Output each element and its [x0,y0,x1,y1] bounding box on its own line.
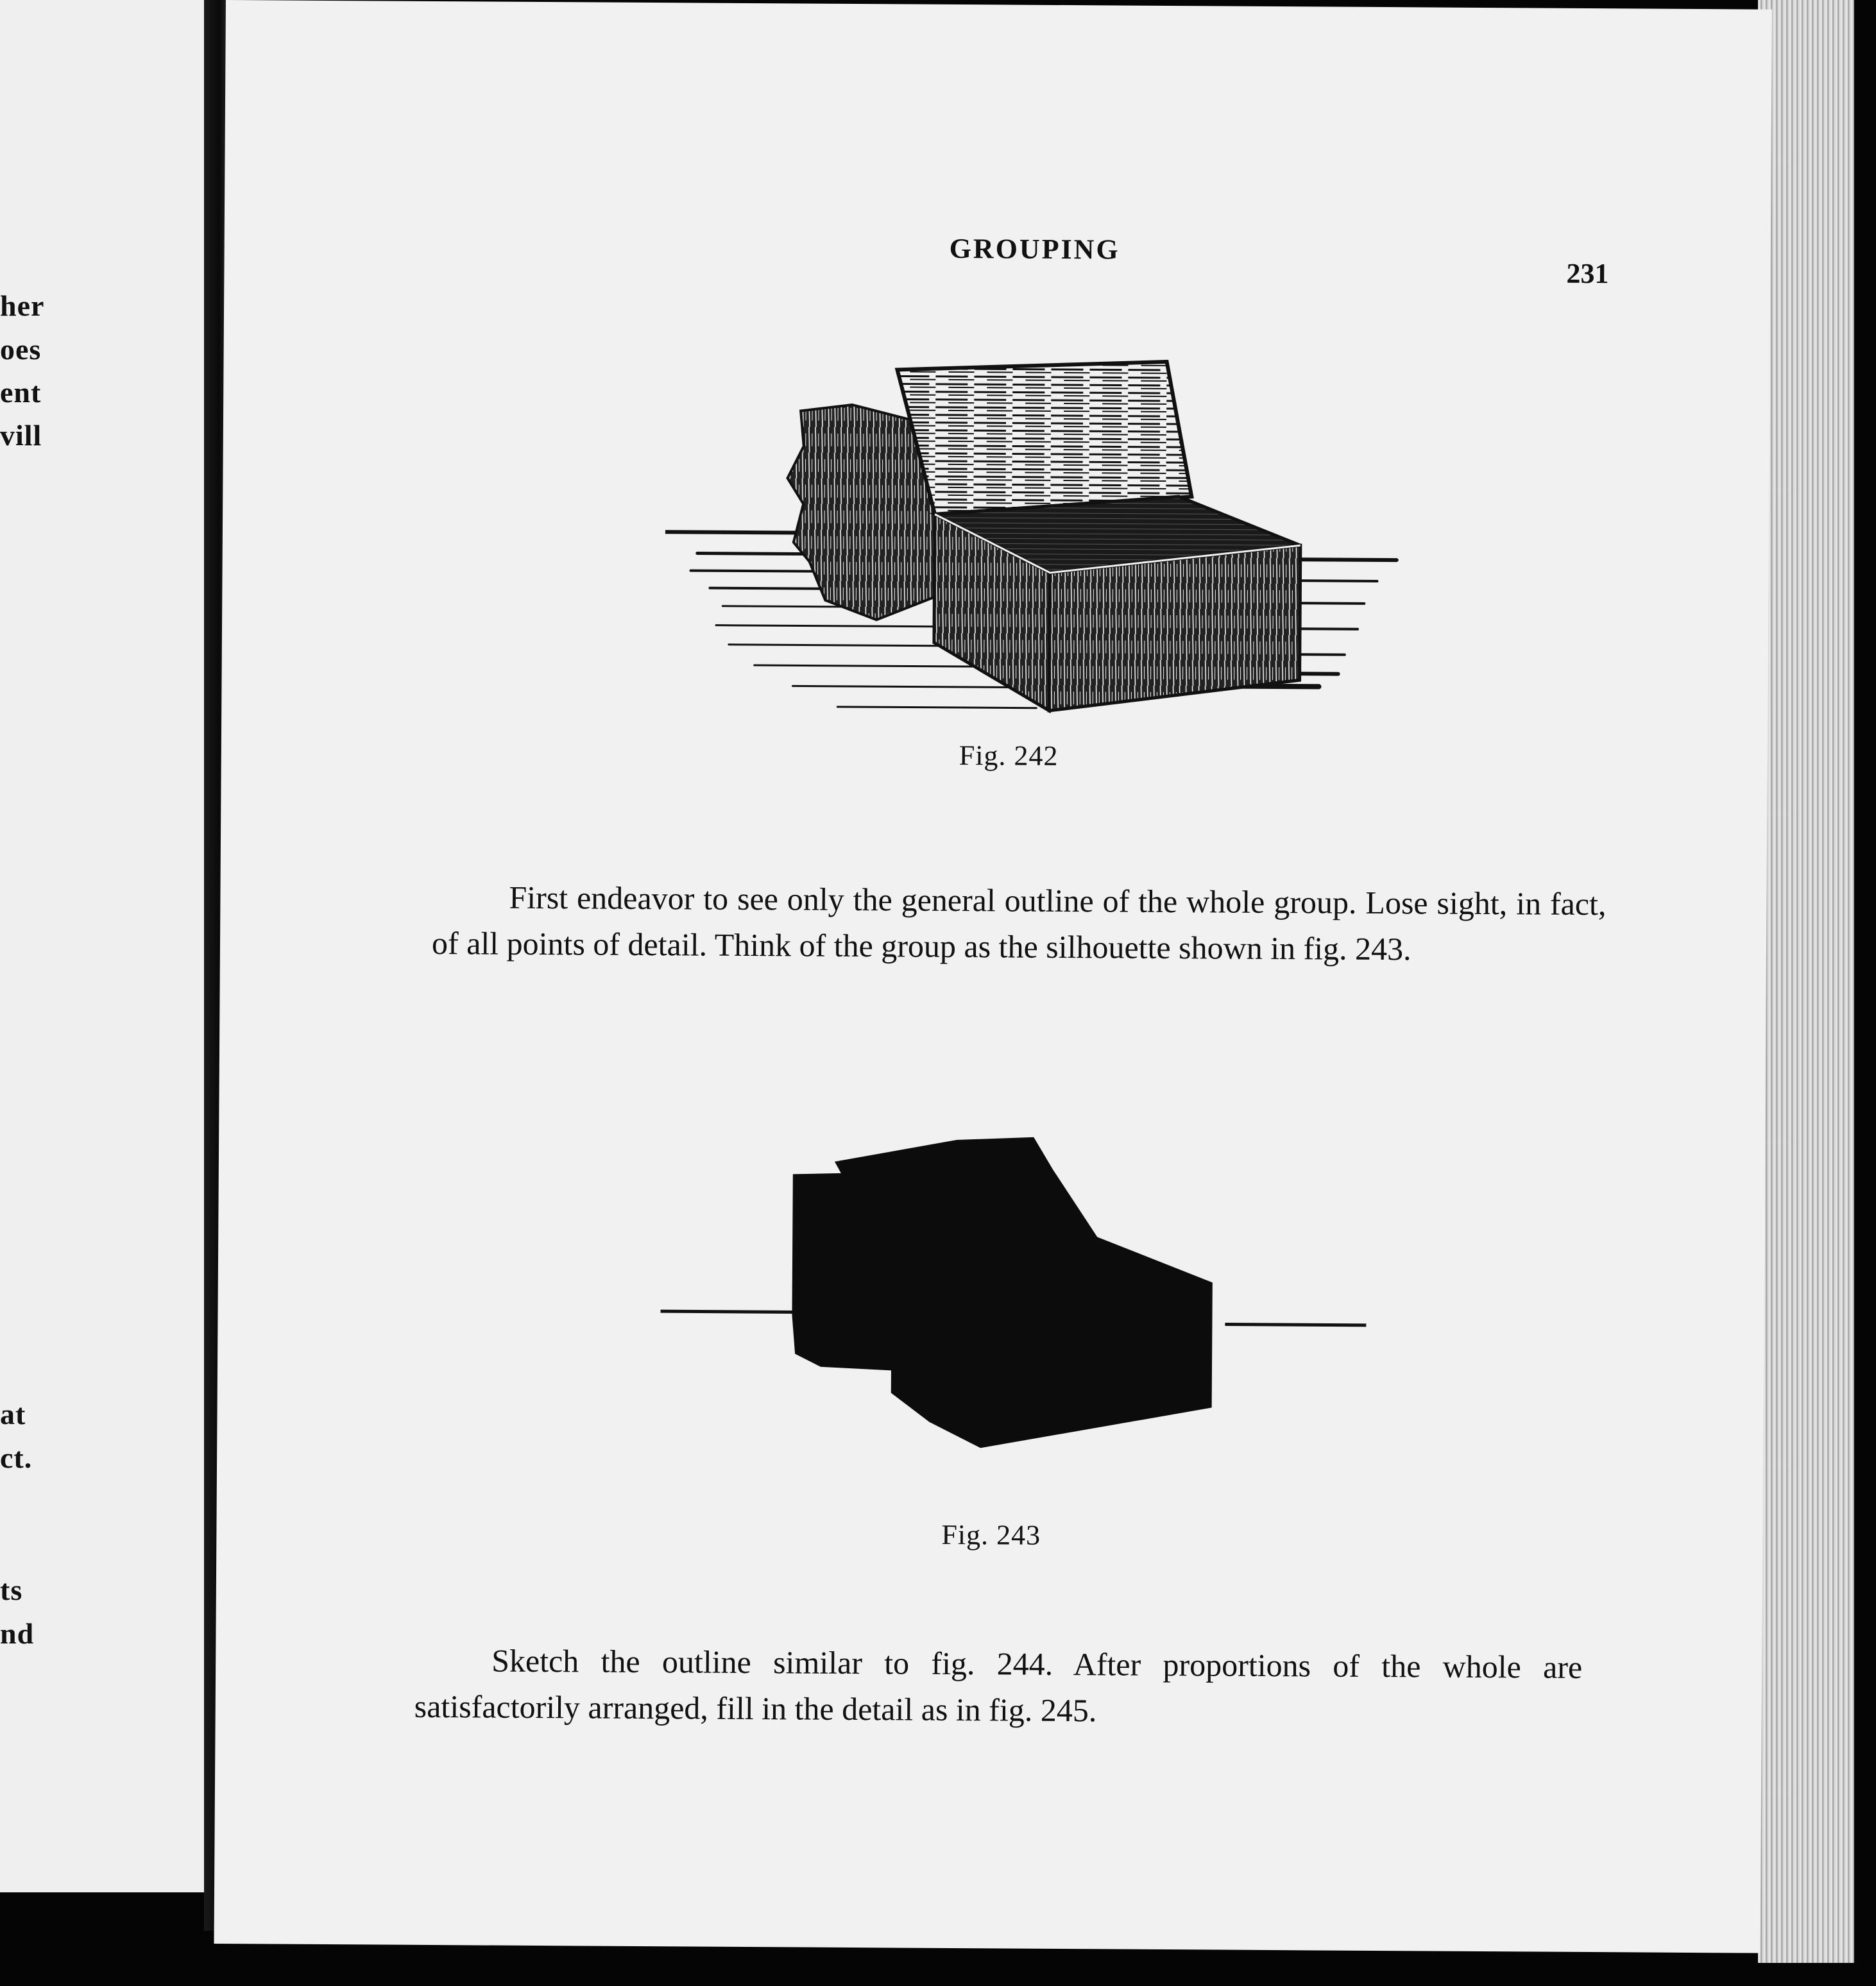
left-facing-page [0,0,208,1892]
figure-242-caption: Fig. 242 [959,740,1059,772]
figure-242 [664,349,1629,740]
open-box-engraving-icon [664,349,1629,740]
left-page-fragment: her [0,289,45,322]
box-silhouette-icon [660,1122,1368,1511]
paragraph-1-text: First endeavor to see only the general outline of the whole group. Lose sight, in fact, of all points of detail. Think of the group as the silhouette shown in fig. 243. [431,879,1607,967]
right-page [214,0,1771,1953]
left-page-fragment: ct. [0,1441,33,1474]
paragraph-2-text: Sketch the outline similar to fig. 244. After proportions of the whole are satisfactorily arranged, fill in the detail as in fig. 245. [414,1642,1583,1729]
figure-243-caption: Fig. 243 [941,1518,1041,1551]
paragraph-1 [432,874,1607,973]
left-page-fragment: at [0,1398,26,1430]
paragraph-2 [414,1637,1583,1736]
left-page-fragment: oes [0,333,42,366]
left-page-fragment: ent [0,376,42,409]
running-head: GROUPING [949,232,1120,266]
page-number: 231 [1566,257,1609,290]
left-page-fragment: vill [0,419,42,452]
left-page-fragment: nd [0,1617,35,1650]
paragraph-indent [414,1671,491,1672]
left-page-fragment: ts [0,1574,23,1606]
figure-243 [660,1122,1368,1511]
page-edges [1758,0,1854,1963]
